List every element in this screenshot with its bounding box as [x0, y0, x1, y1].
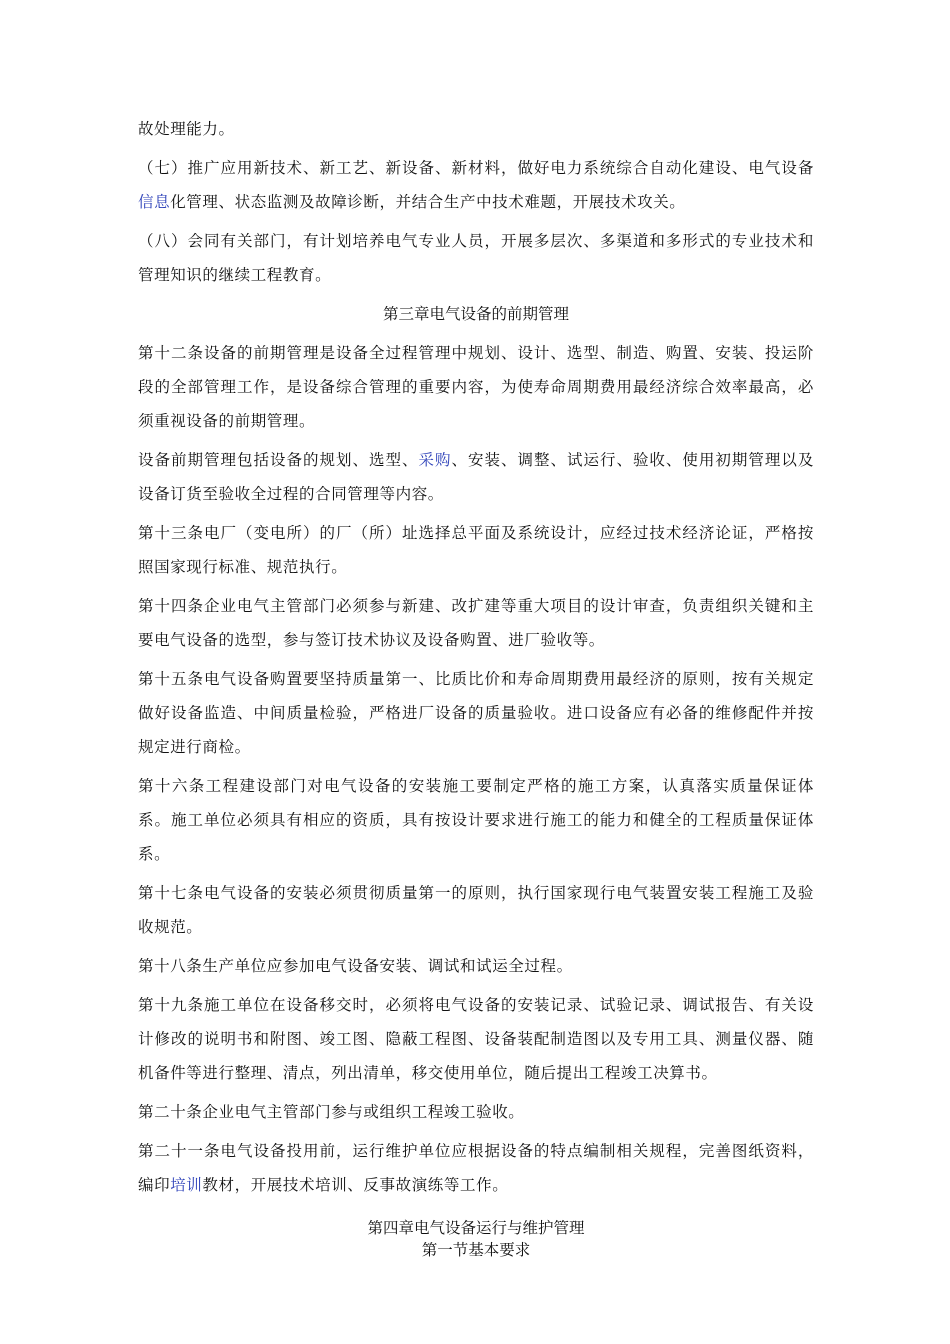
link-training[interactable]: 培训 [170, 1176, 203, 1194]
article-18: 第十八条生产单位应参加电气设备安装、调试和试运全过程。 [138, 957, 573, 975]
link-procurement[interactable]: 采购 [418, 451, 452, 469]
paragraph-text: （七）推广应用新技术、新工艺、新设备、新材料，做好电力系统综合自动化建设、电气设备 [138, 159, 814, 177]
document-page [138, 112, 814, 1261]
paragraph-text: 教材，开展技术培训、反事故演练等工作。 [202, 1176, 509, 1194]
article-15: 第十五条电气设备购置要坚持质量第一、比质比价和寿命周期费用最经济的原则，按有关规定做好设备监造、中间质量检验，严格进厂设备的质量验收。进口设备应有必备的维修配件并按规定进行商检。 [138, 670, 814, 756]
article-14: 第十四条企业电气主管部门必须参与新建、改扩建等重大项目的设计审查，负责组织关键和主要电气设备的选型，参与签订技术协议及设备购置、进厂验收等。 [138, 597, 814, 649]
paragraph-item-7 [138, 151, 814, 219]
article-20: 第二十条企业电气主管部门参与或组织工程竣工验收。 [138, 1103, 525, 1121]
paragraph-text: 、安装、调整、试运行、验收、使用初期管理以及设备订货至验收全过程的合同管理等内容。 [138, 451, 815, 503]
article-17: 第十七条电气设备的安装必须贯彻质量第一的原则，执行国家现行电气装置安装工程施工及验收规范。 [138, 884, 814, 936]
paragraph-text: 设备前期管理包括设备的规划、选型、 [138, 451, 419, 469]
spacer [138, 1207, 814, 1217]
article-12: 第十二条设备的前期管理是设备全过程管理中规划、设计、选型、制造、购置、安装、投运阶段的全部管理工作，是设备综合管理的重要内容，为使寿命周期费用最经济综合效率最高，必须重视设备的前期管理。 [138, 344, 814, 430]
article-16: 第十六条工程建设部门对电气设备的安装施工要制定严格的施工方案，认真落实质量保证体系。施工单位必须具有相应的资质，具有按设计要求进行施工的能力和健全的工程质量保证体系。 [138, 777, 814, 863]
paragraph-continuation: 故处理能力。 [138, 120, 235, 138]
paragraph-item-8: （八）会同有关部门，有计划培养电气专业人员，开展多层次、多渠道和多形式的专业技术和管理知识的继续工程教育。 [138, 232, 814, 284]
article-12-scope [138, 443, 814, 511]
article-19: 第十九条施工单位在设备移交时，必须将电气设备的安装记录、试验记录、调试报告、有关设计修改的说明书和附图、竣工图、隐蔽工程图、设备装配制造图以及专用工具、测量仪器、随机备件等进行整理、清点，列出清单，移交使用单位，随后提出工程竣工决算书。 [138, 996, 814, 1082]
chapter-3-title: 第三章电气设备的前期管理 [382, 305, 569, 323]
link-information[interactable]: 信息 [138, 193, 171, 211]
paragraph-text: 第二十一条电气设备投用前，运行维护单位应根据设备的特点编制相关规程，完善图纸资料，编印 [138, 1142, 814, 1194]
section-1-title: 第一节基本要求 [421, 1241, 531, 1259]
paragraph-text: 化管理、状态监测及故障诊断，并结合生产中技术难题，开展技术攻关。 [170, 193, 686, 211]
chapter-4-title: 第四章电气设备运行与维护管理 [367, 1219, 585, 1237]
article-21 [138, 1134, 814, 1202]
article-13: 第十三条电厂（变电所）的厂（所）址选择总平面及系统设计，应经过技术经济论证，严格按照国家现行标准、规范执行。 [138, 524, 814, 576]
